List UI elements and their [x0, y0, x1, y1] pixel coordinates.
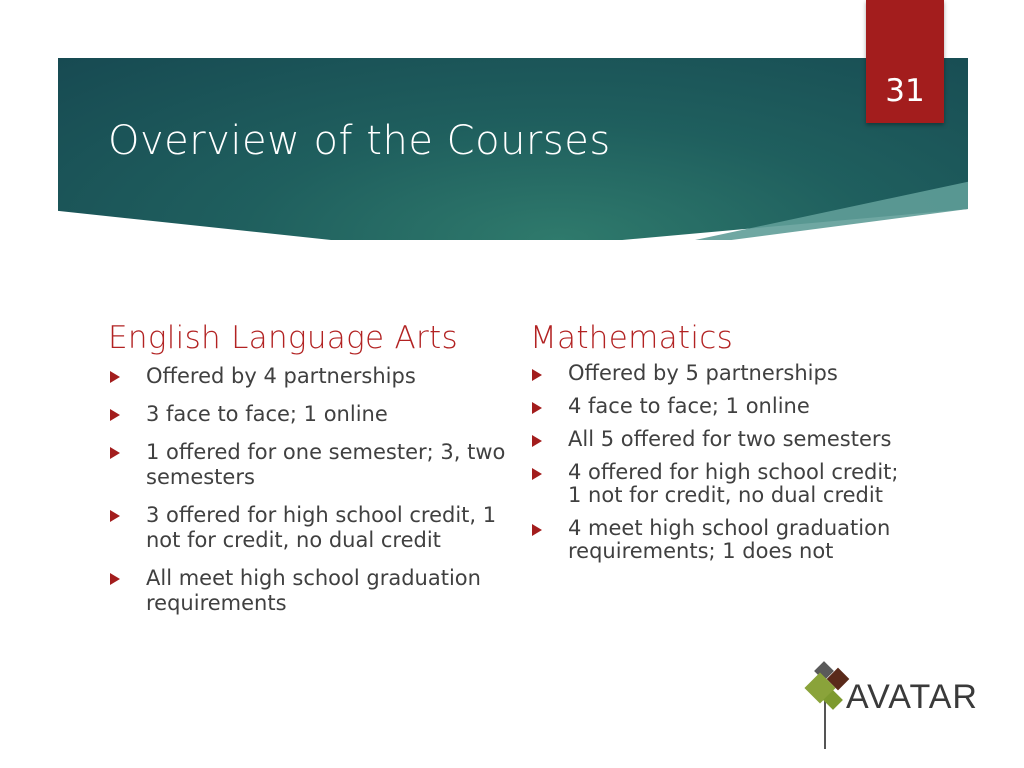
list-item-text: 4 meet high school graduation requirements; 1 does not — [568, 516, 891, 563]
list-item-text: 1 offered for one semester; 3, two semesters — [146, 440, 506, 489]
list-item — [108, 364, 508, 389]
page-number: 31 — [885, 73, 925, 109]
list-item-text: 3 face to face; 1 online — [146, 402, 388, 426]
list-item — [108, 402, 508, 427]
math-bullet-list — [530, 362, 910, 563]
triangle-bullet-icon — [532, 402, 542, 414]
list-item-text: All 5 offered for two semesters — [568, 427, 892, 451]
slide-title: Overview of the Courses — [108, 118, 611, 164]
list-item — [530, 395, 910, 418]
triangle-bullet-icon — [532, 524, 542, 536]
list-item-text: Offered by 4 partnerships — [146, 364, 416, 388]
list-item-text: Offered by 5 partnerships — [568, 361, 838, 385]
triangle-bullet-icon — [110, 409, 120, 421]
math-column — [530, 320, 910, 573]
triangle-bullet-icon — [110, 510, 120, 522]
avatar-logo-text: AVATAR — [846, 678, 978, 716]
triangle-bullet-icon — [110, 573, 120, 585]
list-item — [108, 503, 508, 553]
triangle-bullet-icon — [532, 369, 542, 381]
ela-heading: English Language Arts — [108, 320, 458, 356]
list-item — [108, 440, 508, 490]
triangle-bullet-icon — [110, 371, 120, 383]
triangle-bullet-icon — [532, 468, 542, 480]
math-heading: Mathematics — [530, 320, 734, 356]
list-item-text: 3 offered for high school credit, 1 not for credit, no dual credit — [146, 503, 497, 552]
page-number-tab — [866, 0, 944, 123]
triangle-bullet-icon — [110, 447, 120, 459]
list-item — [530, 362, 910, 385]
triangle-bullet-icon — [532, 435, 542, 447]
list-item — [108, 566, 508, 616]
list-item — [530, 461, 910, 507]
list-item — [530, 517, 910, 563]
ela-bullet-list — [108, 364, 508, 616]
list-item — [530, 428, 910, 451]
list-item-text: 4 offered for high school credit; 1 not for credit, no dual credit — [568, 460, 899, 507]
list-item-text: 4 face to face; 1 online — [568, 394, 810, 418]
list-item-text: All meet high school graduation requirements — [146, 566, 481, 615]
ela-column — [108, 320, 508, 629]
